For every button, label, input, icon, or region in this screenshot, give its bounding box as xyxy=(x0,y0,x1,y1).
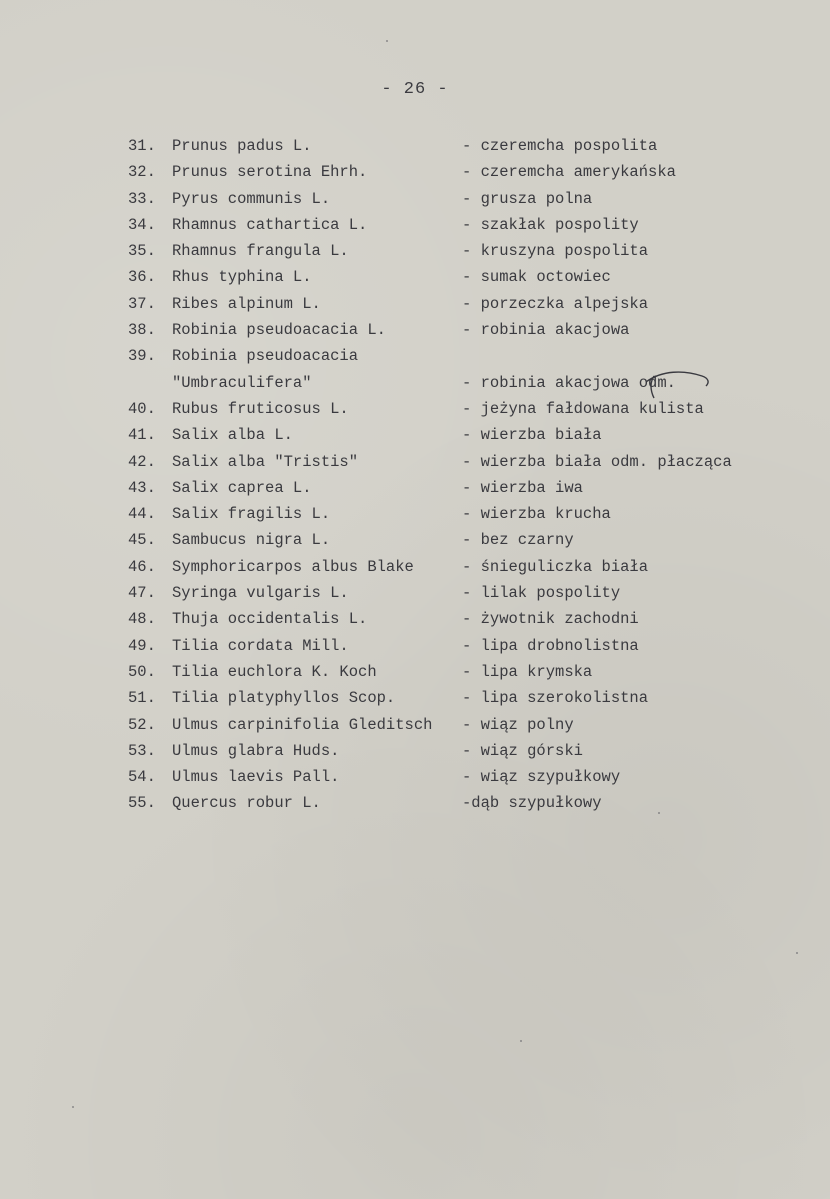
list-item xyxy=(128,712,808,738)
polish-name: - kruszyna pospolita xyxy=(462,242,649,261)
latin-name: Pyrus communis L. xyxy=(172,189,331,208)
entry-number: 33. xyxy=(128,189,156,208)
paper-speck xyxy=(520,1040,522,1042)
latin-name: Quercus robur L. xyxy=(172,794,321,813)
entry-number: 37. xyxy=(128,294,156,313)
list-item xyxy=(128,659,808,685)
list-item xyxy=(128,501,808,527)
latin-name: Rhus typhina L. xyxy=(172,268,312,287)
latin-name: Sambucus nigra L. xyxy=(172,531,331,550)
polish-name: - lilak pospolity xyxy=(462,584,621,603)
latin-name: Tilia euchlora K. Koch xyxy=(172,662,377,681)
entry-number: 45. xyxy=(128,531,156,550)
latin-name: Ulmus glabra Huds. xyxy=(172,741,340,760)
list-item xyxy=(128,685,808,711)
latin-name: Salix fragilis L. xyxy=(172,505,331,524)
entry-number: 40. xyxy=(128,399,156,418)
list-item xyxy=(128,554,808,580)
page-number: - 26 - xyxy=(381,80,449,99)
latin-name: Ribes alpinum L. xyxy=(172,294,321,313)
latin-name: Robinia pseudoacacia L. xyxy=(172,321,386,340)
species-list xyxy=(128,133,808,817)
list-item xyxy=(128,738,808,764)
list-item xyxy=(128,475,808,501)
polish-name: - wierzba biała odm. płacząca xyxy=(462,452,732,471)
entry-number: 39. xyxy=(128,347,156,366)
list-item xyxy=(128,633,808,659)
latin-name: Prunus serotina Ehrh. xyxy=(172,163,368,182)
entry-number: 41. xyxy=(128,426,156,445)
list-item xyxy=(128,264,808,290)
entry-number: 36. xyxy=(128,268,156,287)
polish-name: - wierzba krucha xyxy=(462,505,611,524)
polish-name: -dąb szypułkowy xyxy=(462,794,602,813)
entry-number: 47. xyxy=(128,584,156,603)
latin-name: Symphoricarpos albus Blake xyxy=(172,557,414,576)
list-item xyxy=(128,212,808,238)
entry-number: 42. xyxy=(128,452,156,471)
entry-number: 35. xyxy=(128,242,156,261)
entry-number: 55. xyxy=(128,794,156,813)
list-item xyxy=(128,317,808,343)
entry-number: 49. xyxy=(128,636,156,655)
list-item xyxy=(128,343,808,369)
list-item xyxy=(128,370,808,396)
polish-name: - wiąz górski xyxy=(462,741,583,760)
paper-speck xyxy=(796,952,798,954)
latin-name: Salix alba L. xyxy=(172,426,293,445)
list-item xyxy=(128,422,808,448)
polish-name: - robinia akacjowa odm. xyxy=(462,373,676,392)
paper-speck xyxy=(386,40,388,42)
polish-name: - lipa drobnolistna xyxy=(462,636,639,655)
entry-number: 43. xyxy=(128,478,156,497)
polish-name: - bez czarny xyxy=(462,531,574,550)
polish-name: - czeremcha amerykańska xyxy=(462,163,676,182)
paper-speck xyxy=(72,1106,74,1108)
list-item xyxy=(128,790,808,816)
entry-number: 38. xyxy=(128,321,156,340)
polish-name: - wierzba iwa xyxy=(462,478,583,497)
latin-name: Rhamnus cathartica L. xyxy=(172,215,368,234)
latin-name: Rubus fruticosus L. xyxy=(172,399,349,418)
entry-number: 46. xyxy=(128,557,156,576)
polish-name: - śnieguliczka biała xyxy=(462,557,649,576)
entry-number: 34. xyxy=(128,215,156,234)
polish-name: - robinia akacjowa xyxy=(462,321,630,340)
entry-number: 48. xyxy=(128,610,156,629)
latin-name: Salix caprea L. xyxy=(172,478,312,497)
entry-number: 44. xyxy=(128,505,156,524)
list-item xyxy=(128,606,808,632)
paper-speck xyxy=(658,812,660,814)
entry-number: 32. xyxy=(128,163,156,182)
latin-name: Ulmus carpinifolia Gleditsch xyxy=(172,715,433,734)
latin-name: Robinia pseudoacacia xyxy=(172,347,359,366)
latin-name: Ulmus laevis Pall. xyxy=(172,768,340,787)
polish-name: - lipa szerokolistna xyxy=(462,689,649,708)
polish-name: - porzeczka alpejska xyxy=(462,294,649,313)
entry-number: 51. xyxy=(128,689,156,708)
list-item xyxy=(128,291,808,317)
list-item xyxy=(128,527,808,553)
list-item xyxy=(128,133,808,159)
latin-name: Thuja occidentalis L. xyxy=(172,610,368,629)
list-item xyxy=(128,238,808,264)
latin-name: Tilia cordata Mill. xyxy=(172,636,349,655)
polish-name: - jeżyna fałdowana kulista xyxy=(462,399,704,418)
polish-name: - lipa krymska xyxy=(462,662,593,681)
polish-name: - czeremcha pospolita xyxy=(462,137,658,155)
entry-number: 50. xyxy=(128,662,156,681)
polish-name: - sumak octowiec xyxy=(462,268,611,287)
polish-name: - grusza polna xyxy=(462,189,593,208)
polish-name: - żywotnik zachodni xyxy=(462,610,639,629)
list-item xyxy=(128,396,808,422)
list-item xyxy=(128,449,808,475)
latin-name: Rhamnus frangula L. xyxy=(172,242,349,261)
latin-name: Prunus padus L. xyxy=(172,137,312,155)
entry-number: 53. xyxy=(128,741,156,760)
polish-name: - szakłak pospolity xyxy=(462,215,639,234)
latin-name: Salix alba "Tristis" xyxy=(172,452,359,471)
latin-name: Syringa vulgaris L. xyxy=(172,584,349,603)
list-item xyxy=(128,580,808,606)
list-item xyxy=(128,764,808,790)
polish-name: - wiąz polny xyxy=(462,715,574,734)
entry-number: 52. xyxy=(128,715,156,734)
latin-name: Tilia platyphyllos Scop. xyxy=(172,689,396,708)
list-item xyxy=(128,186,808,212)
entry-number: 31. xyxy=(128,137,156,155)
entry-number: 54. xyxy=(128,768,156,787)
polish-name: - wiąz szypułkowy xyxy=(462,768,621,787)
list-item xyxy=(128,159,808,185)
polish-name: - wierzba biała xyxy=(462,426,602,445)
latin-name: "Umbraculifera" xyxy=(172,373,312,392)
